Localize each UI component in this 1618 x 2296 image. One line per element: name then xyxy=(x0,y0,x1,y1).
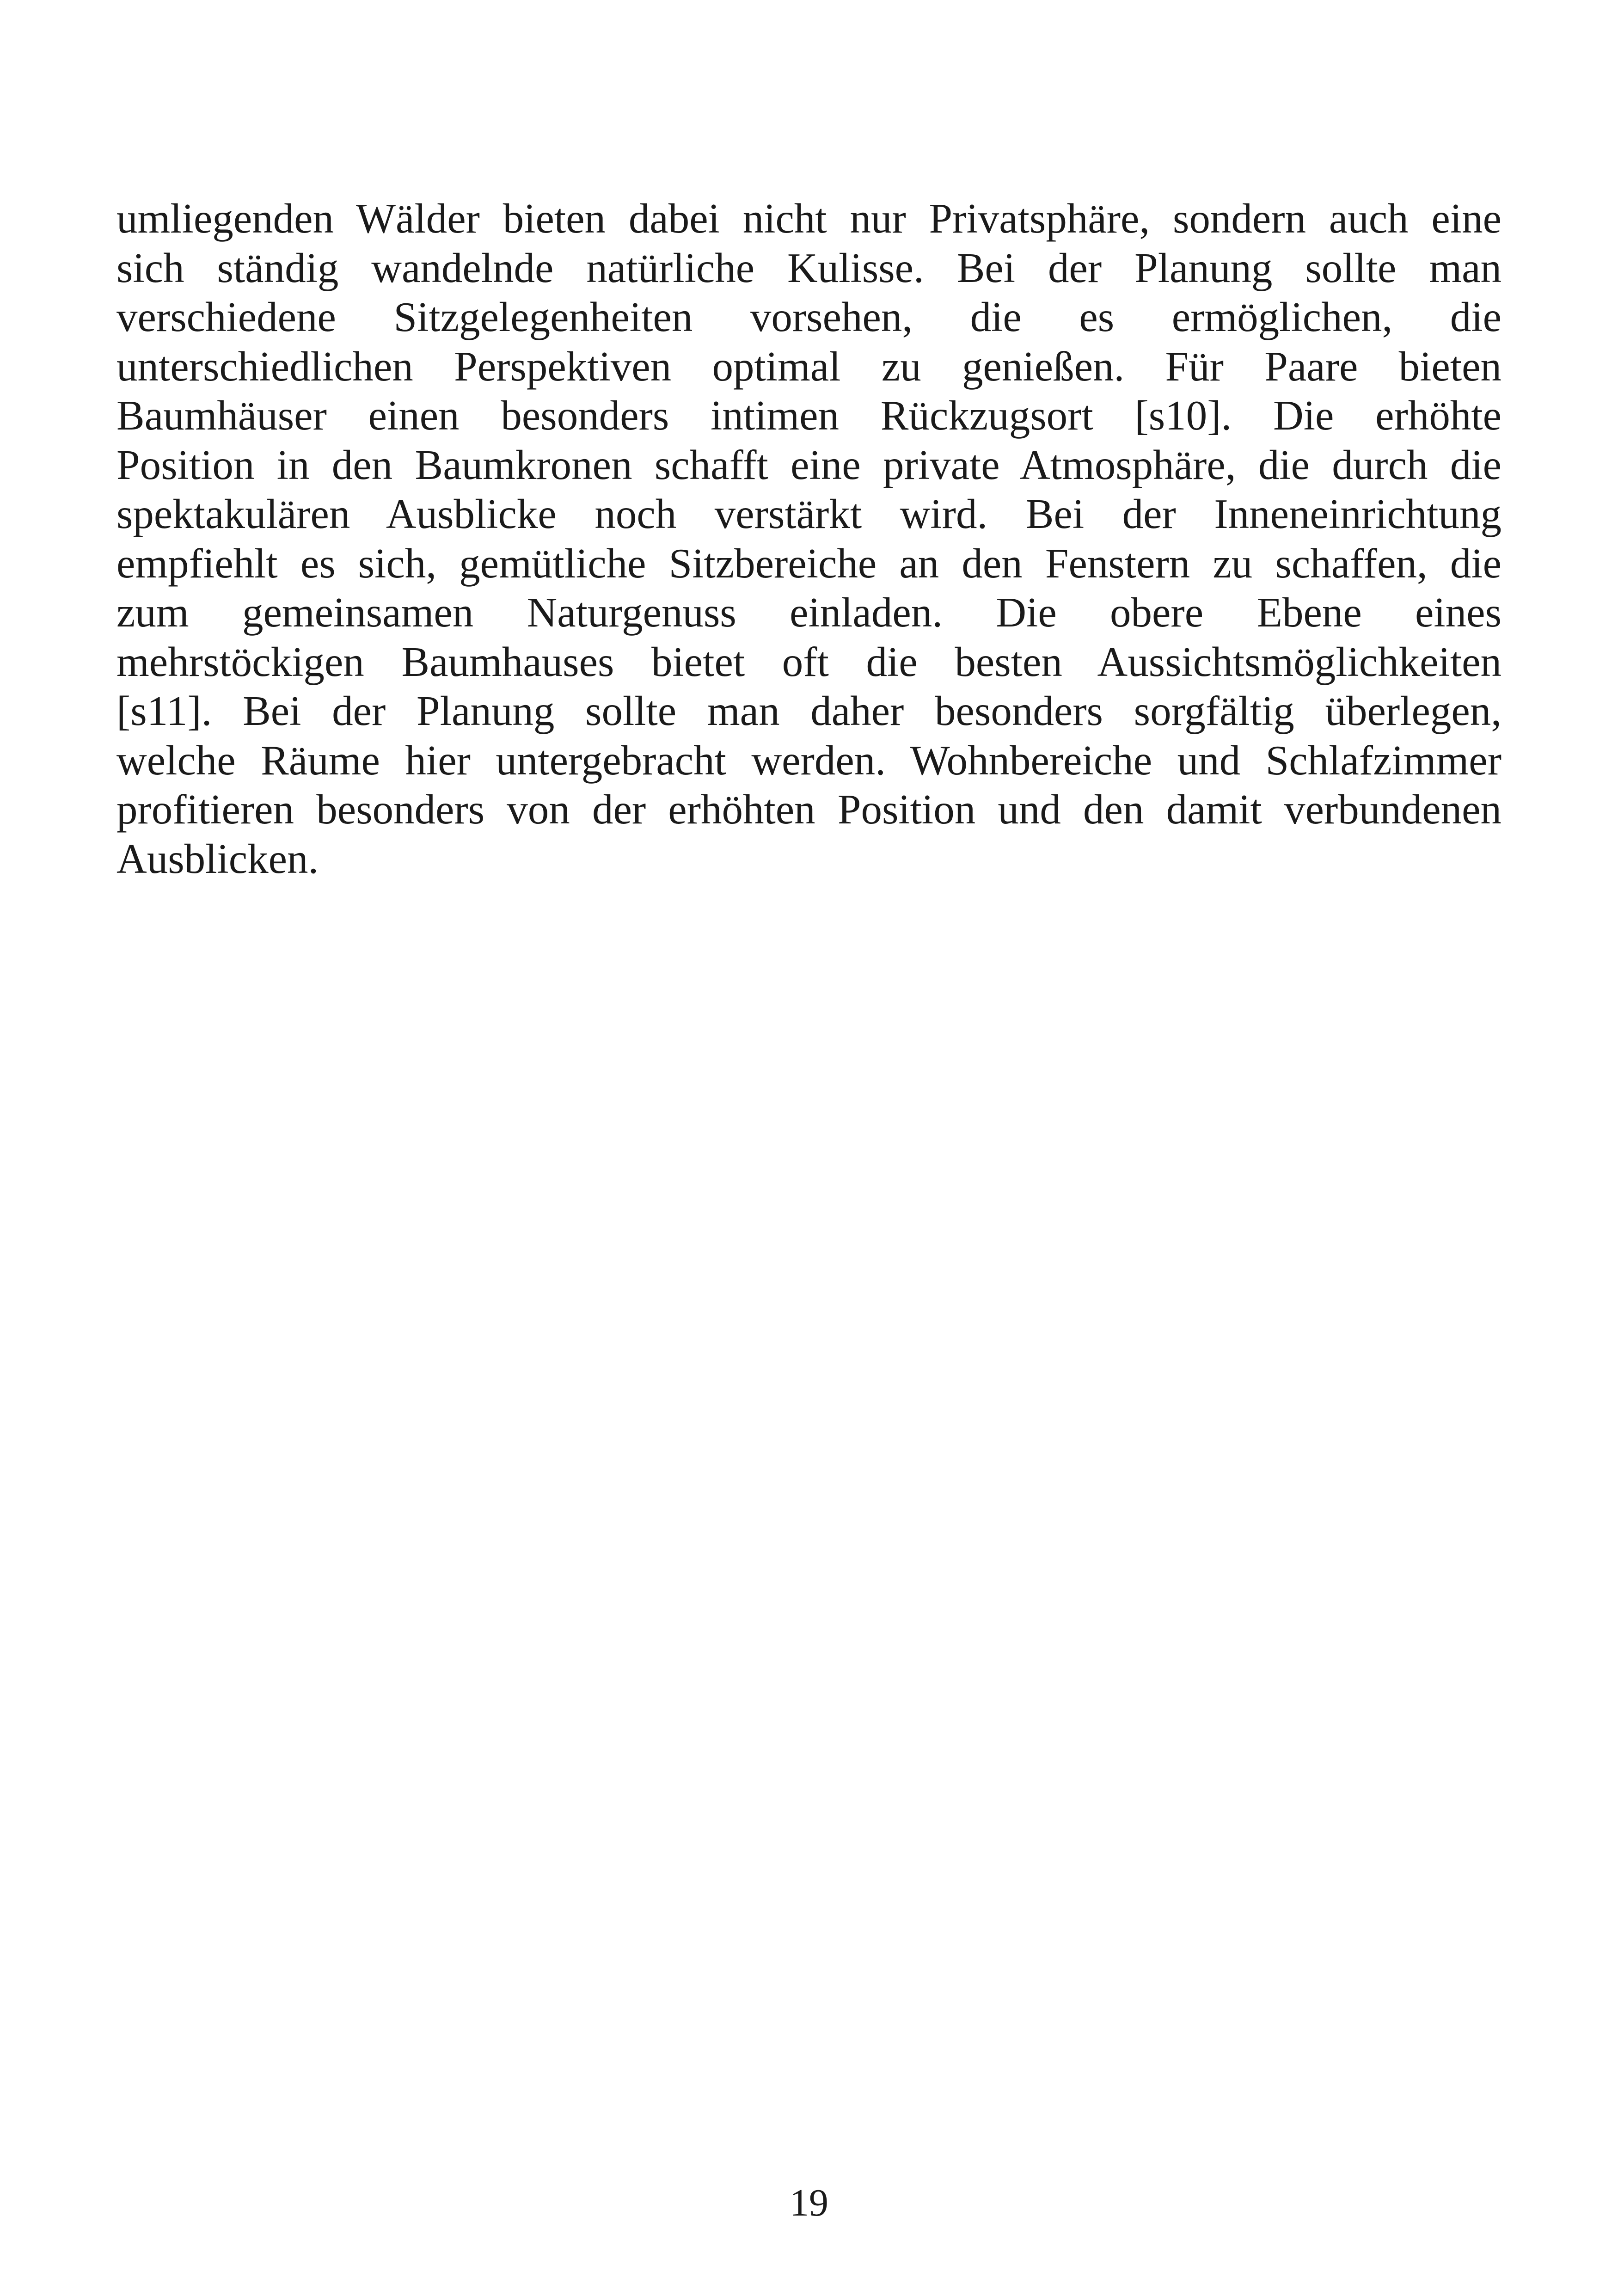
text-line: spektakulären Ausblicke noch verstärkt wird. Bei der Inneneinrichtung xyxy=(116,491,1502,537)
text-line: sich ständig wandelnde natürliche Kulisse. Bei der Planung sollte man xyxy=(116,244,1502,291)
text-line: verschiedene Sitzgelegenheiten vorsehen, die es ermöglichen, die xyxy=(116,294,1502,340)
text-line: zum gemeinsamen Naturgenuss einladen. Die obere Ebene eines xyxy=(116,589,1502,636)
text-line: Baumhäuser einen besonders intimen Rückzugsort [s10]. Die erhöhte xyxy=(116,392,1502,439)
text-line: empfiehlt es sich, gemütliche Sitzbereiche an den Fenstern zu schaffen, die xyxy=(116,540,1502,587)
body-paragraph xyxy=(116,194,1502,884)
text-line: profitieren besonders von der erhöhten Position und den damit verbundenen xyxy=(116,786,1502,833)
text-line: Position in den Baumkronen schafft eine private Atmosphäre, die durch die xyxy=(116,441,1502,488)
text-line: mehrstöckigen Baumhauses bietet oft die besten Aussichtsmöglichkeiten xyxy=(116,638,1502,685)
page-number: 19 xyxy=(790,2181,828,2224)
text-line: welche Räume hier untergebracht werden. Wohnbereiche und Schlafzimmer xyxy=(116,737,1502,784)
text-line: [s11]. Bei der Planung sollte man daher besonders sorgfältig überlegen, xyxy=(116,688,1502,734)
text-line: Ausblicken. xyxy=(116,835,319,882)
text-line: unterschiedlichen Perspektiven optimal zu genießen. Für Paare bieten xyxy=(116,343,1502,390)
text-line: umliegenden Wälder bieten dabei nicht nur Privatsphäre, sondern auch eine xyxy=(116,195,1502,242)
